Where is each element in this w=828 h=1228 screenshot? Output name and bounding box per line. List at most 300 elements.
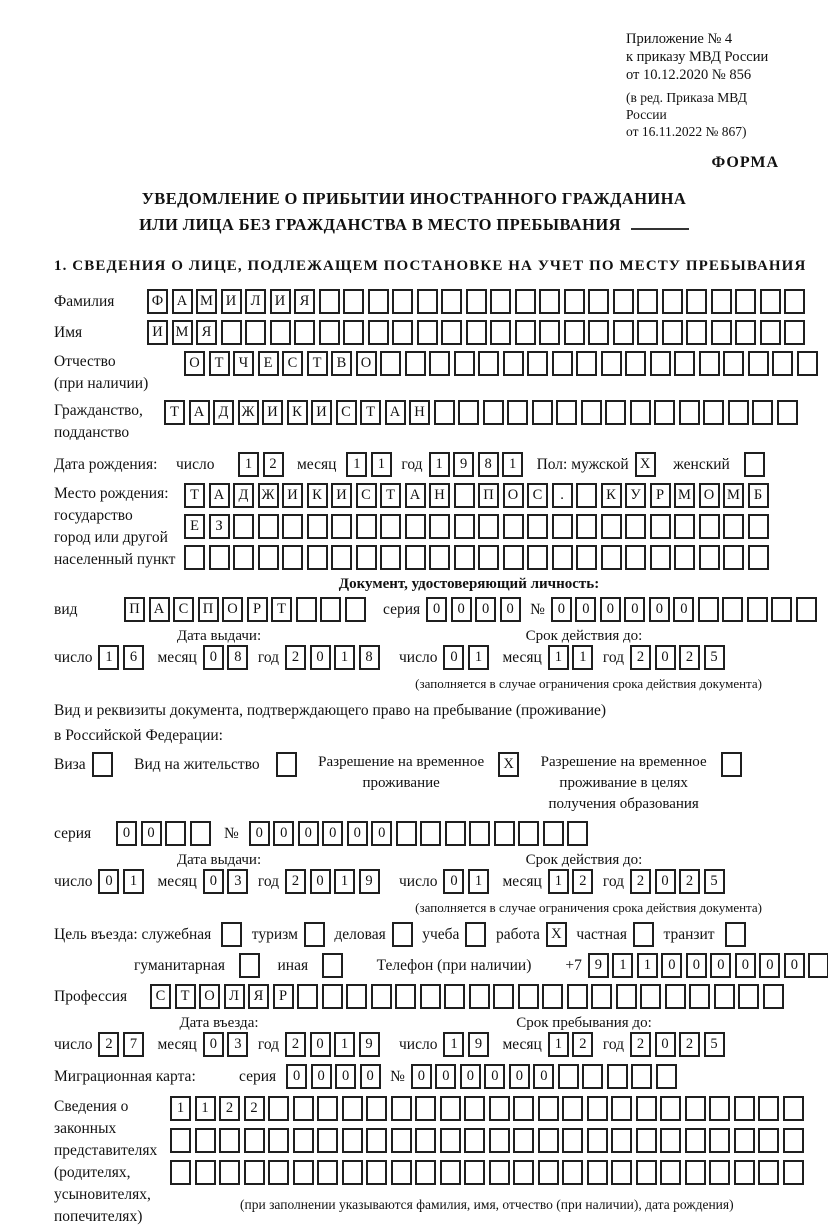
char-cell[interactable]: [734, 1128, 755, 1153]
char-cell[interactable]: [380, 514, 401, 539]
char-cell[interactable]: [527, 545, 548, 570]
char-cell[interactable]: 2: [572, 869, 593, 894]
char-cell[interactable]: [195, 1128, 216, 1153]
char-cell[interactable]: [660, 1160, 681, 1185]
char-cell[interactable]: [567, 984, 588, 1009]
char-cell[interactable]: [356, 545, 377, 570]
char-cell[interactable]: 2: [572, 1032, 593, 1057]
char-cell[interactable]: 1: [98, 645, 119, 670]
char-cell[interactable]: [558, 1064, 579, 1089]
char-cell[interactable]: [735, 320, 756, 345]
char-cell[interactable]: О: [184, 351, 205, 376]
char-cell[interactable]: [380, 351, 401, 376]
char-cell[interactable]: [711, 289, 732, 314]
char-cell[interactable]: [630, 400, 651, 425]
char-cell[interactable]: [515, 289, 536, 314]
char-cell[interactable]: 5: [704, 1032, 725, 1057]
char-cell[interactable]: [466, 320, 487, 345]
char-cell[interactable]: К: [287, 400, 308, 425]
char-cell[interactable]: 1: [468, 645, 489, 670]
char-cell[interactable]: [391, 1160, 412, 1185]
char-cell[interactable]: [415, 1128, 436, 1153]
char-cell[interactable]: [656, 1064, 677, 1089]
char-cell[interactable]: [395, 984, 416, 1009]
char-cell[interactable]: [808, 953, 828, 978]
char-cell[interactable]: 0: [347, 821, 368, 846]
char-cell[interactable]: 2: [244, 1096, 265, 1121]
char-cell[interactable]: [674, 514, 695, 539]
char-cell[interactable]: [625, 351, 646, 376]
char-cell[interactable]: 0: [759, 953, 780, 978]
char-cell[interactable]: С: [336, 400, 357, 425]
char-cell[interactable]: [464, 1096, 485, 1121]
char-cell[interactable]: [233, 545, 254, 570]
char-cell[interactable]: [454, 514, 475, 539]
char-cell[interactable]: 0: [411, 1064, 432, 1089]
char-cell[interactable]: [503, 351, 524, 376]
char-cell[interactable]: [469, 984, 490, 1009]
char-cell[interactable]: 0: [649, 597, 670, 622]
char-cell[interactable]: [709, 1128, 730, 1153]
char-cell[interactable]: 0: [298, 821, 319, 846]
char-cell[interactable]: 0: [655, 1032, 676, 1057]
char-cell[interactable]: О: [699, 483, 720, 508]
char-cell[interactable]: [270, 320, 291, 345]
char-cell[interactable]: 0: [475, 597, 496, 622]
char-cell[interactable]: [591, 984, 612, 1009]
char-cell[interactable]: [748, 514, 769, 539]
char-cell[interactable]: [689, 984, 710, 1009]
char-cell[interactable]: [723, 514, 744, 539]
char-cell[interactable]: [405, 514, 426, 539]
char-cell[interactable]: 0: [360, 1064, 381, 1089]
char-cell[interactable]: 1: [123, 869, 144, 894]
char-cell[interactable]: [282, 514, 303, 539]
char-cell[interactable]: Т: [307, 351, 328, 376]
char-cell[interactable]: 1: [238, 452, 259, 477]
char-cell[interactable]: З: [209, 514, 230, 539]
char-cell[interactable]: 0: [249, 821, 270, 846]
char-cell[interactable]: [343, 289, 364, 314]
char-cell[interactable]: [748, 351, 769, 376]
char-cell[interactable]: [725, 922, 746, 947]
char-cell[interactable]: [796, 597, 817, 622]
char-cell[interactable]: [342, 1096, 363, 1121]
char-cell[interactable]: 9: [453, 452, 474, 477]
char-cell[interactable]: [454, 483, 475, 508]
char-cell[interactable]: 2: [630, 869, 651, 894]
char-cell[interactable]: [493, 984, 514, 1009]
char-cell[interactable]: [296, 597, 317, 622]
char-cell[interactable]: И: [311, 400, 332, 425]
char-cell[interactable]: 0: [710, 953, 731, 978]
char-cell[interactable]: [576, 514, 597, 539]
char-cell[interactable]: М: [674, 483, 695, 508]
char-cell[interactable]: С: [150, 984, 171, 1009]
char-cell[interactable]: У: [625, 483, 646, 508]
char-cell[interactable]: [219, 1160, 240, 1185]
char-cell[interactable]: [631, 1064, 652, 1089]
char-cell[interactable]: 0: [686, 953, 707, 978]
char-cell[interactable]: [588, 289, 609, 314]
char-cell[interactable]: Т: [360, 400, 381, 425]
char-cell[interactable]: [784, 289, 805, 314]
char-cell[interactable]: [748, 545, 769, 570]
char-cell[interactable]: Б: [748, 483, 769, 508]
char-cell[interactable]: [714, 984, 735, 1009]
char-cell[interactable]: Т: [184, 483, 205, 508]
char-cell[interactable]: 9: [359, 869, 380, 894]
char-cell[interactable]: [317, 1128, 338, 1153]
char-cell[interactable]: [552, 514, 573, 539]
char-cell[interactable]: 1: [468, 869, 489, 894]
char-cell[interactable]: [601, 514, 622, 539]
char-cell[interactable]: 2: [679, 1032, 700, 1057]
char-cell[interactable]: 2: [219, 1096, 240, 1121]
char-cell[interactable]: [650, 545, 671, 570]
char-cell[interactable]: [465, 922, 486, 947]
char-cell[interactable]: 0: [484, 1064, 505, 1089]
char-cell[interactable]: 1: [548, 645, 569, 670]
char-cell[interactable]: [417, 320, 438, 345]
char-cell[interactable]: 0: [784, 953, 805, 978]
char-cell[interactable]: [297, 984, 318, 1009]
char-cell[interactable]: 0: [443, 869, 464, 894]
char-cell[interactable]: И: [221, 289, 242, 314]
char-cell[interactable]: [636, 1128, 657, 1153]
char-cell[interactable]: [319, 289, 340, 314]
char-cell[interactable]: [392, 320, 413, 345]
char-cell[interactable]: [723, 545, 744, 570]
char-cell[interactable]: [539, 320, 560, 345]
char-cell[interactable]: 0: [322, 821, 343, 846]
char-cell[interactable]: [699, 545, 720, 570]
char-cell[interactable]: 2: [630, 1032, 651, 1057]
char-cell[interactable]: [564, 320, 585, 345]
char-cell[interactable]: [440, 1096, 461, 1121]
char-cell[interactable]: И: [270, 289, 291, 314]
char-cell[interactable]: [368, 320, 389, 345]
char-cell[interactable]: Ч: [233, 351, 254, 376]
char-cell[interactable]: [640, 984, 661, 1009]
char-cell[interactable]: [738, 984, 759, 1009]
char-cell[interactable]: [709, 1160, 730, 1185]
char-cell[interactable]: 0: [600, 597, 621, 622]
char-cell[interactable]: [190, 821, 211, 846]
char-cell[interactable]: [233, 514, 254, 539]
char-cell[interactable]: 5: [704, 645, 725, 670]
char-cell[interactable]: 2: [630, 645, 651, 670]
char-cell[interactable]: [581, 400, 602, 425]
char-cell[interactable]: А: [149, 597, 170, 622]
char-cell[interactable]: 1: [502, 452, 523, 477]
char-cell[interactable]: [392, 289, 413, 314]
char-cell[interactable]: [783, 1128, 804, 1153]
char-cell[interactable]: 0: [735, 953, 756, 978]
char-cell[interactable]: 2: [679, 645, 700, 670]
char-cell[interactable]: [440, 1160, 461, 1185]
char-cell[interactable]: Л: [245, 289, 266, 314]
char-cell[interactable]: 2: [285, 645, 306, 670]
char-cell[interactable]: [322, 953, 343, 978]
char-cell[interactable]: [538, 1160, 559, 1185]
char-cell[interactable]: Р: [247, 597, 268, 622]
char-cell[interactable]: Т: [380, 483, 401, 508]
char-cell[interactable]: 3: [227, 869, 248, 894]
char-cell[interactable]: [489, 1160, 510, 1185]
char-cell[interactable]: [685, 1128, 706, 1153]
char-cell[interactable]: [513, 1128, 534, 1153]
char-cell[interactable]: 0: [335, 1064, 356, 1089]
char-cell[interactable]: 0: [203, 869, 224, 894]
char-cell[interactable]: 0: [655, 645, 676, 670]
char-cell[interactable]: [304, 922, 325, 947]
char-cell[interactable]: [699, 514, 720, 539]
char-cell[interactable]: [763, 984, 784, 1009]
char-cell[interactable]: [392, 922, 413, 947]
char-cell[interactable]: [244, 1128, 265, 1153]
char-cell[interactable]: Я: [196, 320, 217, 345]
char-cell[interactable]: [660, 1128, 681, 1153]
char-cell[interactable]: [758, 1160, 779, 1185]
char-cell[interactable]: 0: [310, 869, 331, 894]
char-cell[interactable]: [513, 1096, 534, 1121]
char-cell[interactable]: [489, 1096, 510, 1121]
char-cell[interactable]: [542, 984, 563, 1009]
char-cell[interactable]: С: [527, 483, 548, 508]
char-cell[interactable]: Е: [258, 351, 279, 376]
char-cell[interactable]: Е: [184, 514, 205, 539]
char-cell[interactable]: [320, 597, 341, 622]
char-cell[interactable]: К: [601, 483, 622, 508]
char-cell[interactable]: 1: [637, 953, 658, 978]
char-cell[interactable]: [722, 597, 743, 622]
char-cell[interactable]: [728, 400, 749, 425]
char-cell[interactable]: 0: [509, 1064, 530, 1089]
char-cell[interactable]: 0: [661, 953, 682, 978]
char-cell[interactable]: [366, 1128, 387, 1153]
char-cell[interactable]: [293, 1160, 314, 1185]
char-cell[interactable]: [613, 289, 634, 314]
char-cell[interactable]: [268, 1160, 289, 1185]
char-cell[interactable]: 1: [548, 1032, 569, 1057]
char-cell[interactable]: 8: [478, 452, 499, 477]
char-cell[interactable]: Н: [429, 483, 450, 508]
char-cell[interactable]: 0: [311, 1064, 332, 1089]
char-cell[interactable]: [343, 320, 364, 345]
char-cell[interactable]: [685, 1160, 706, 1185]
char-cell[interactable]: 0: [435, 1064, 456, 1089]
char-cell[interactable]: [723, 351, 744, 376]
char-cell[interactable]: [258, 545, 279, 570]
char-cell[interactable]: [293, 1096, 314, 1121]
char-cell[interactable]: [454, 545, 475, 570]
char-cell[interactable]: [752, 400, 773, 425]
char-cell[interactable]: [195, 1160, 216, 1185]
char-cell[interactable]: [527, 514, 548, 539]
char-cell[interactable]: 0: [533, 1064, 554, 1089]
char-cell[interactable]: [307, 545, 328, 570]
char-cell[interactable]: 0: [98, 869, 119, 894]
char-cell[interactable]: П: [198, 597, 219, 622]
char-cell[interactable]: 8: [359, 645, 380, 670]
char-cell[interactable]: И: [147, 320, 168, 345]
char-cell[interactable]: 0: [575, 597, 596, 622]
char-cell[interactable]: [654, 400, 675, 425]
char-cell[interactable]: [747, 597, 768, 622]
char-cell[interactable]: [513, 1160, 534, 1185]
char-cell[interactable]: [221, 320, 242, 345]
char-cell[interactable]: Н: [409, 400, 430, 425]
char-cell[interactable]: [420, 984, 441, 1009]
char-cell[interactable]: [417, 289, 438, 314]
char-cell[interactable]: С: [282, 351, 303, 376]
char-cell[interactable]: [268, 1096, 289, 1121]
char-cell[interactable]: [307, 514, 328, 539]
char-cell[interactable]: [625, 545, 646, 570]
char-cell[interactable]: [458, 400, 479, 425]
char-cell[interactable]: 2: [285, 869, 306, 894]
char-cell[interactable]: 1: [371, 452, 392, 477]
char-cell[interactable]: 2: [98, 1032, 119, 1057]
char-cell[interactable]: Т: [209, 351, 230, 376]
char-cell[interactable]: 0: [273, 821, 294, 846]
char-cell[interactable]: [587, 1096, 608, 1121]
char-cell[interactable]: [366, 1096, 387, 1121]
char-cell[interactable]: 1: [429, 452, 450, 477]
char-cell[interactable]: [556, 400, 577, 425]
char-cell[interactable]: 0: [673, 597, 694, 622]
char-cell[interactable]: П: [478, 483, 499, 508]
char-cell[interactable]: [346, 984, 367, 1009]
char-cell[interactable]: 0: [551, 597, 572, 622]
char-cell[interactable]: 0: [203, 1032, 224, 1057]
char-cell[interactable]: 6: [123, 645, 144, 670]
char-cell[interactable]: [454, 351, 475, 376]
char-cell[interactable]: [244, 1160, 265, 1185]
char-cell[interactable]: [345, 597, 366, 622]
char-cell[interactable]: [744, 452, 765, 477]
char-cell[interactable]: 0: [655, 869, 676, 894]
char-cell[interactable]: И: [282, 483, 303, 508]
char-cell[interactable]: 0: [460, 1064, 481, 1089]
char-cell[interactable]: [564, 289, 585, 314]
char-cell[interactable]: [503, 545, 524, 570]
char-cell[interactable]: [391, 1096, 412, 1121]
char-cell[interactable]: О: [503, 483, 524, 508]
char-cell[interactable]: [258, 514, 279, 539]
char-cell[interactable]: 0: [443, 645, 464, 670]
char-cell[interactable]: 0: [310, 1032, 331, 1057]
char-cell[interactable]: [674, 545, 695, 570]
char-cell[interactable]: [601, 545, 622, 570]
char-cell[interactable]: [734, 1160, 755, 1185]
char-cell[interactable]: [611, 1128, 632, 1153]
char-cell[interactable]: [494, 821, 515, 846]
char-cell[interactable]: [674, 351, 695, 376]
char-cell[interactable]: [611, 1096, 632, 1121]
char-cell[interactable]: [735, 289, 756, 314]
char-cell[interactable]: Д: [213, 400, 234, 425]
char-cell[interactable]: 1: [334, 1032, 355, 1057]
char-cell[interactable]: [538, 1128, 559, 1153]
char-cell[interactable]: С: [173, 597, 194, 622]
char-cell[interactable]: X: [498, 752, 519, 777]
char-cell[interactable]: А: [385, 400, 406, 425]
char-cell[interactable]: [552, 545, 573, 570]
char-cell[interactable]: [294, 320, 315, 345]
char-cell[interactable]: [587, 1160, 608, 1185]
char-cell[interactable]: [396, 821, 417, 846]
char-cell[interactable]: [490, 289, 511, 314]
char-cell[interactable]: [771, 597, 792, 622]
char-cell[interactable]: [518, 984, 539, 1009]
char-cell[interactable]: 9: [468, 1032, 489, 1057]
char-cell[interactable]: [616, 984, 637, 1009]
char-cell[interactable]: [429, 351, 450, 376]
char-cell[interactable]: [441, 320, 462, 345]
char-cell[interactable]: [184, 545, 205, 570]
char-cell[interactable]: 2: [263, 452, 284, 477]
char-cell[interactable]: [239, 953, 260, 978]
char-cell[interactable]: Я: [294, 289, 315, 314]
char-cell[interactable]: [319, 320, 340, 345]
char-cell[interactable]: 0: [310, 645, 331, 670]
char-cell[interactable]: [405, 351, 426, 376]
char-cell[interactable]: [282, 545, 303, 570]
char-cell[interactable]: [650, 514, 671, 539]
char-cell[interactable]: [539, 289, 560, 314]
char-cell[interactable]: 0: [426, 597, 447, 622]
char-cell[interactable]: К: [307, 483, 328, 508]
char-cell[interactable]: [665, 984, 686, 1009]
char-cell[interactable]: [322, 984, 343, 1009]
char-cell[interactable]: [772, 351, 793, 376]
char-cell[interactable]: [777, 400, 798, 425]
char-cell[interactable]: [532, 400, 553, 425]
char-cell[interactable]: [552, 351, 573, 376]
char-cell[interactable]: [366, 1160, 387, 1185]
char-cell[interactable]: [444, 984, 465, 1009]
char-cell[interactable]: [576, 351, 597, 376]
char-cell[interactable]: [170, 1128, 191, 1153]
char-cell[interactable]: [734, 1096, 755, 1121]
char-cell[interactable]: [709, 1096, 730, 1121]
char-cell[interactable]: М: [196, 289, 217, 314]
char-cell[interactable]: [380, 545, 401, 570]
char-cell[interactable]: [703, 400, 724, 425]
char-cell[interactable]: Ф: [147, 289, 168, 314]
char-cell[interactable]: [405, 545, 426, 570]
char-cell[interactable]: [293, 1128, 314, 1153]
char-cell[interactable]: 9: [359, 1032, 380, 1057]
char-cell[interactable]: [650, 351, 671, 376]
char-cell[interactable]: 1: [548, 869, 569, 894]
char-cell[interactable]: [686, 320, 707, 345]
char-cell[interactable]: [797, 351, 818, 376]
char-cell[interactable]: [587, 1128, 608, 1153]
char-cell[interactable]: [342, 1128, 363, 1153]
char-cell[interactable]: [221, 922, 242, 947]
char-cell[interactable]: Т: [271, 597, 292, 622]
char-cell[interactable]: [605, 400, 626, 425]
char-cell[interactable]: Д: [233, 483, 254, 508]
char-cell[interactable]: А: [172, 289, 193, 314]
char-cell[interactable]: [469, 821, 490, 846]
char-cell[interactable]: [245, 320, 266, 345]
char-cell[interactable]: .: [552, 483, 573, 508]
char-cell[interactable]: 1: [346, 452, 367, 477]
